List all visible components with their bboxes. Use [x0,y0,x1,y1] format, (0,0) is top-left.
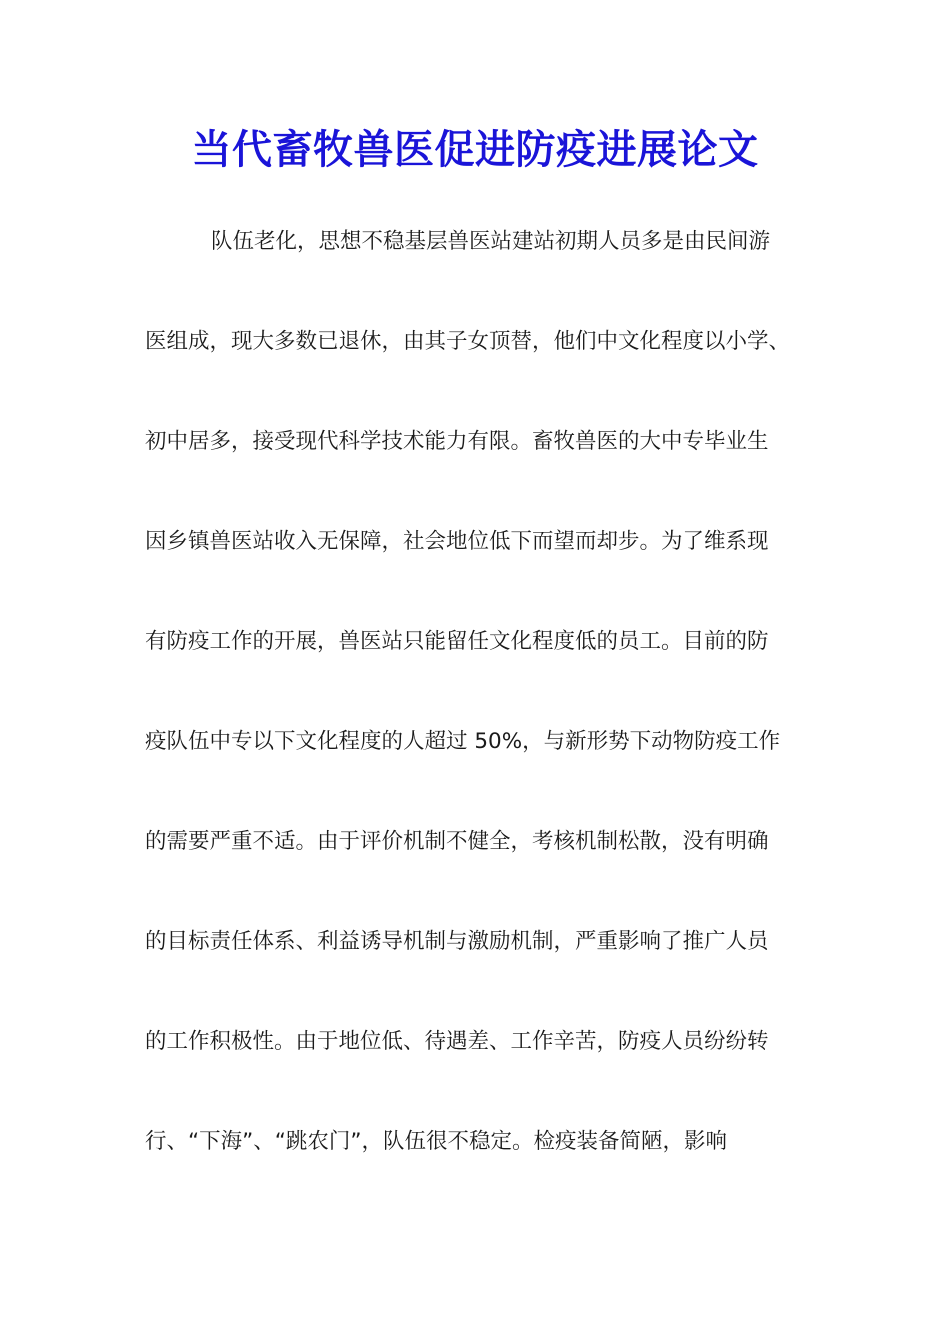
text-line: 有防疫工作的开展，兽医站只能留任文化程度低的员工。目前的防 [145,629,769,654]
body-paragraph [145,212,815,1212]
text-line: 队伍老化，思想不稳基层兽医站建站初期人员多是由民间游 [211,229,771,254]
text-line: 的需要严重不适。由于评价机制不健全，考核机制松散，没有明确 [145,829,769,854]
document-title: 当代畜牧兽医促进防疫进展论文 [191,126,759,173]
text-line: 行、“下海”、“跳农门”，队伍很不稳定。检疫装备简陋，影响 [145,1129,728,1154]
text-line: 疫队伍中专以下文化程度的人超过 50%，与新形势下动物防疫工作 [145,729,781,754]
text-line: 的目标责任体系、利益诱导机制与激励机制，严重影响了推广人员 [145,929,769,954]
text-line: 初中居多，接受现代科学技术能力有限。畜牧兽医的大中专毕业生 [145,429,769,454]
text-line: 因乡镇兽医站收入无保障，社会地位低下而望而却步。为了维系现 [145,529,769,554]
text-line: 的工作积极性。由于地位低、待遇差、工作辛苦，防疫人员纷纷转 [145,1029,769,1054]
text-line: 医组成，现大多数已退休，由其子女顶替，他们中文化程度以小学、 [145,329,791,354]
